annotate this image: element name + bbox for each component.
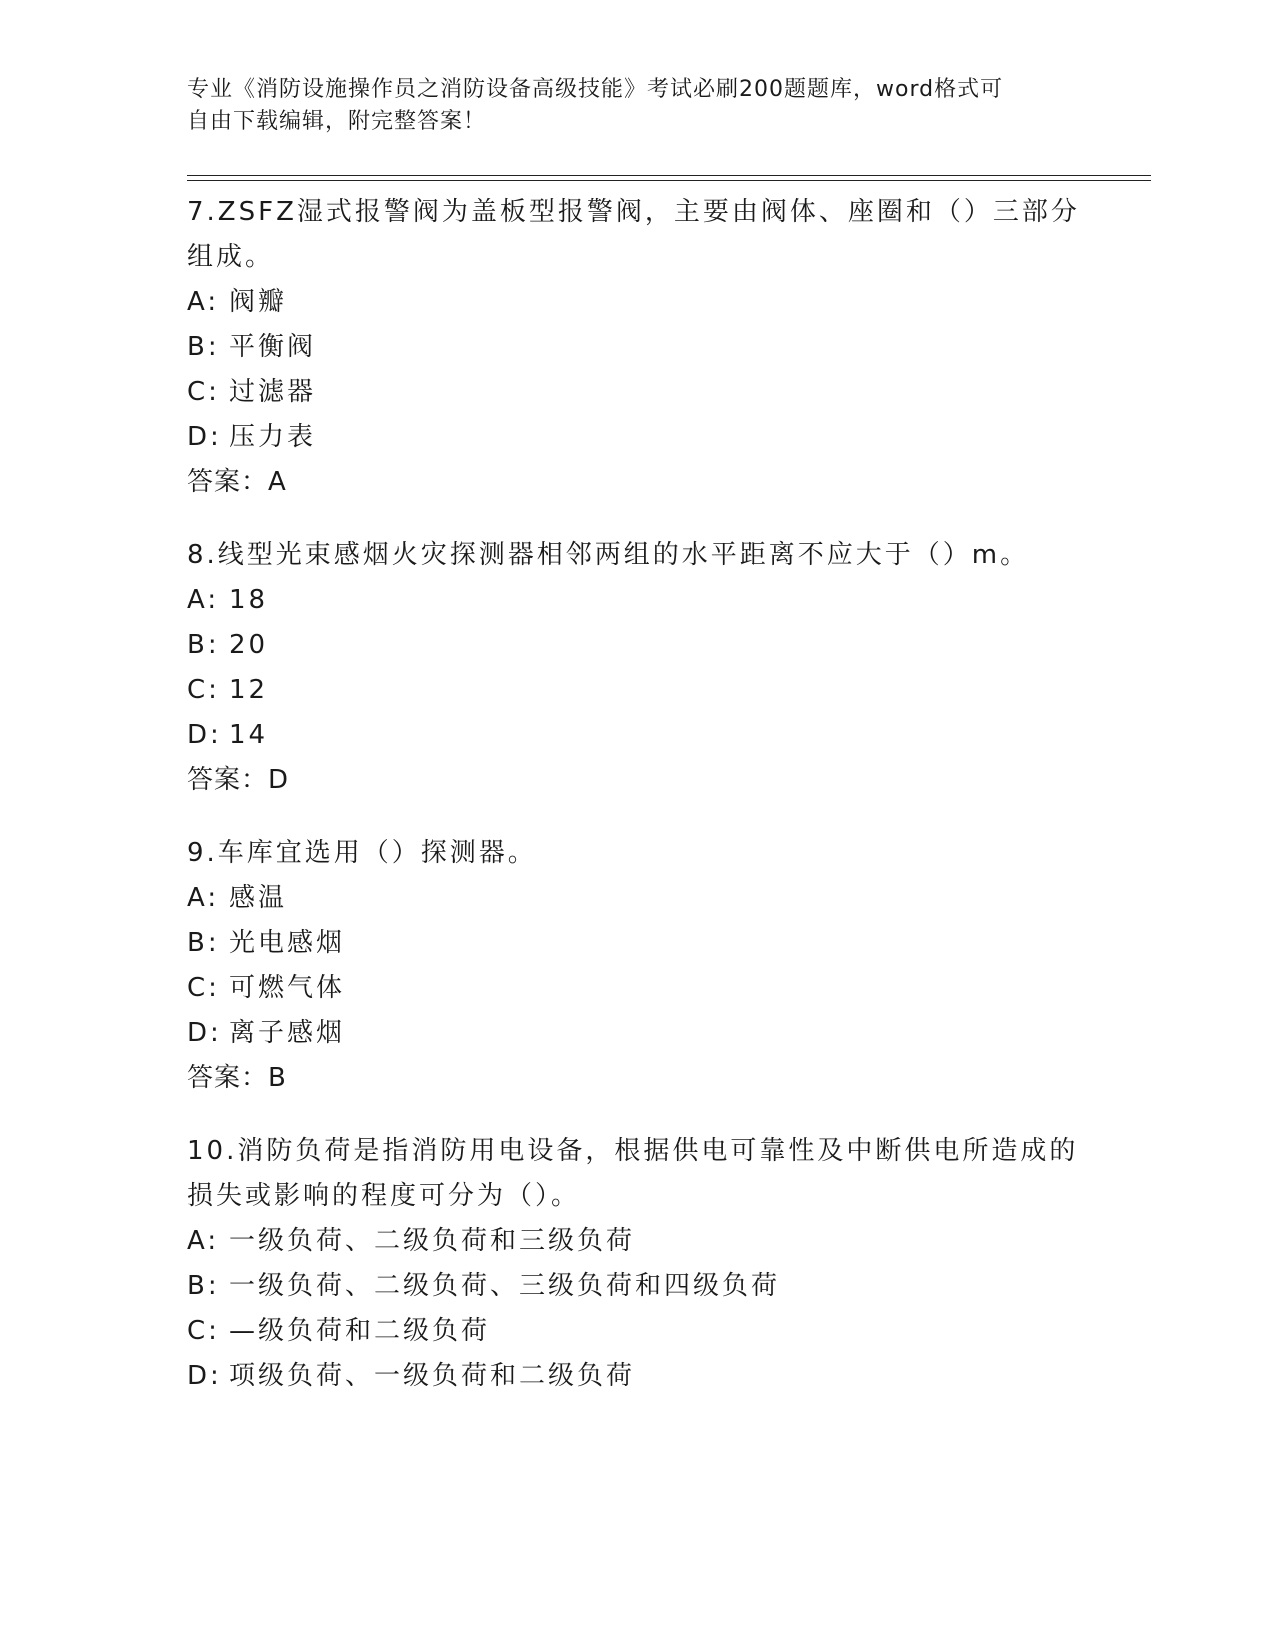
- question-text: 10.消防负荷是指消防用电设备，根据供电可靠性及中断供电所造成的损失或影响的程度可分为（）。: [187, 1136, 1079, 1211]
- option-text: 项级负荷、一级负荷和二级负荷: [229, 1361, 636, 1391]
- option-c: [187, 1309, 1087, 1354]
- option-letter: B:: [187, 1271, 220, 1301]
- option-letter: C:: [187, 973, 220, 1003]
- option-letter: D:: [187, 1018, 222, 1048]
- option-text: 20: [229, 630, 269, 660]
- option-text: 光电感烟: [229, 928, 346, 958]
- option-a: [187, 876, 1087, 921]
- option-c: [187, 370, 1087, 415]
- option-b: [187, 623, 1087, 668]
- option-letter: A:: [187, 883, 220, 913]
- option-letter: C:: [187, 1316, 220, 1346]
- option-text: —级负荷和二级负荷: [229, 1316, 491, 1346]
- option-a: [187, 1219, 1087, 1264]
- option-letter: D:: [187, 1361, 222, 1391]
- option-d: [187, 1011, 1087, 1056]
- option-d: [187, 1354, 1087, 1399]
- header-divider-bottom: [187, 180, 1151, 181]
- document-intro: 专业《消防设施操作员之消防设备高级技能》考试必刷200题题库，word格式可 自由下载编辑，附完整答案！: [187, 77, 1004, 134]
- question-10: [187, 1129, 1087, 1399]
- option-c: [187, 966, 1087, 1011]
- option-letter: C:: [187, 675, 220, 705]
- option-text: 离子感烟: [229, 1018, 346, 1048]
- option-letter: D:: [187, 720, 222, 750]
- option-c: [187, 668, 1087, 713]
- header-divider-top: [187, 175, 1151, 176]
- option-text: 18: [229, 585, 269, 615]
- question-text: 8.线型光束感烟火灾探测器相邻两组的水平距离不应大于（）m。: [187, 540, 1030, 570]
- option-letter: D:: [187, 422, 222, 452]
- option-text: 过滤器: [229, 377, 317, 407]
- option-d: [187, 713, 1087, 758]
- option-letter: B:: [187, 332, 220, 362]
- option-text: 一级负荷、二级负荷和三级负荷: [229, 1226, 636, 1256]
- option-letter: A:: [187, 1226, 220, 1256]
- option-text: 一级负荷、二级负荷、三级负荷和四级负荷: [229, 1271, 781, 1301]
- question-9: [187, 831, 1087, 1101]
- answer-line: 答案：D: [187, 765, 290, 795]
- option-text: 可燃气体: [229, 973, 346, 1003]
- option-letter: A:: [187, 287, 220, 317]
- option-text: 14: [229, 720, 269, 750]
- question-text: 7.ZSFZ湿式报警阀为盖板型报警阀，主要由阀体、座圈和（）三部分组成。: [187, 197, 1080, 272]
- option-text: 阀瓣: [229, 287, 288, 317]
- question-text: 9.车库宜选用（）探测器。: [187, 838, 537, 868]
- question-7: [187, 190, 1087, 505]
- option-letter: B:: [187, 928, 220, 958]
- option-b: [187, 1264, 1087, 1309]
- option-text: 平衡阀: [229, 332, 317, 362]
- option-a: [187, 578, 1087, 623]
- option-letter: A:: [187, 585, 220, 615]
- option-b: [187, 325, 1087, 370]
- answer-line: 答案：B: [187, 1063, 287, 1093]
- option-b: [187, 921, 1087, 966]
- question-8: [187, 533, 1087, 803]
- option-text: 12: [229, 675, 269, 705]
- answer-line: 答案：A: [187, 467, 287, 497]
- option-text: 压力表: [229, 422, 317, 452]
- option-d: [187, 415, 1087, 460]
- option-letter: B:: [187, 630, 220, 660]
- question-list: [187, 190, 1087, 1427]
- option-a: [187, 280, 1087, 325]
- option-letter: C:: [187, 377, 220, 407]
- option-text: 感温: [229, 883, 288, 913]
